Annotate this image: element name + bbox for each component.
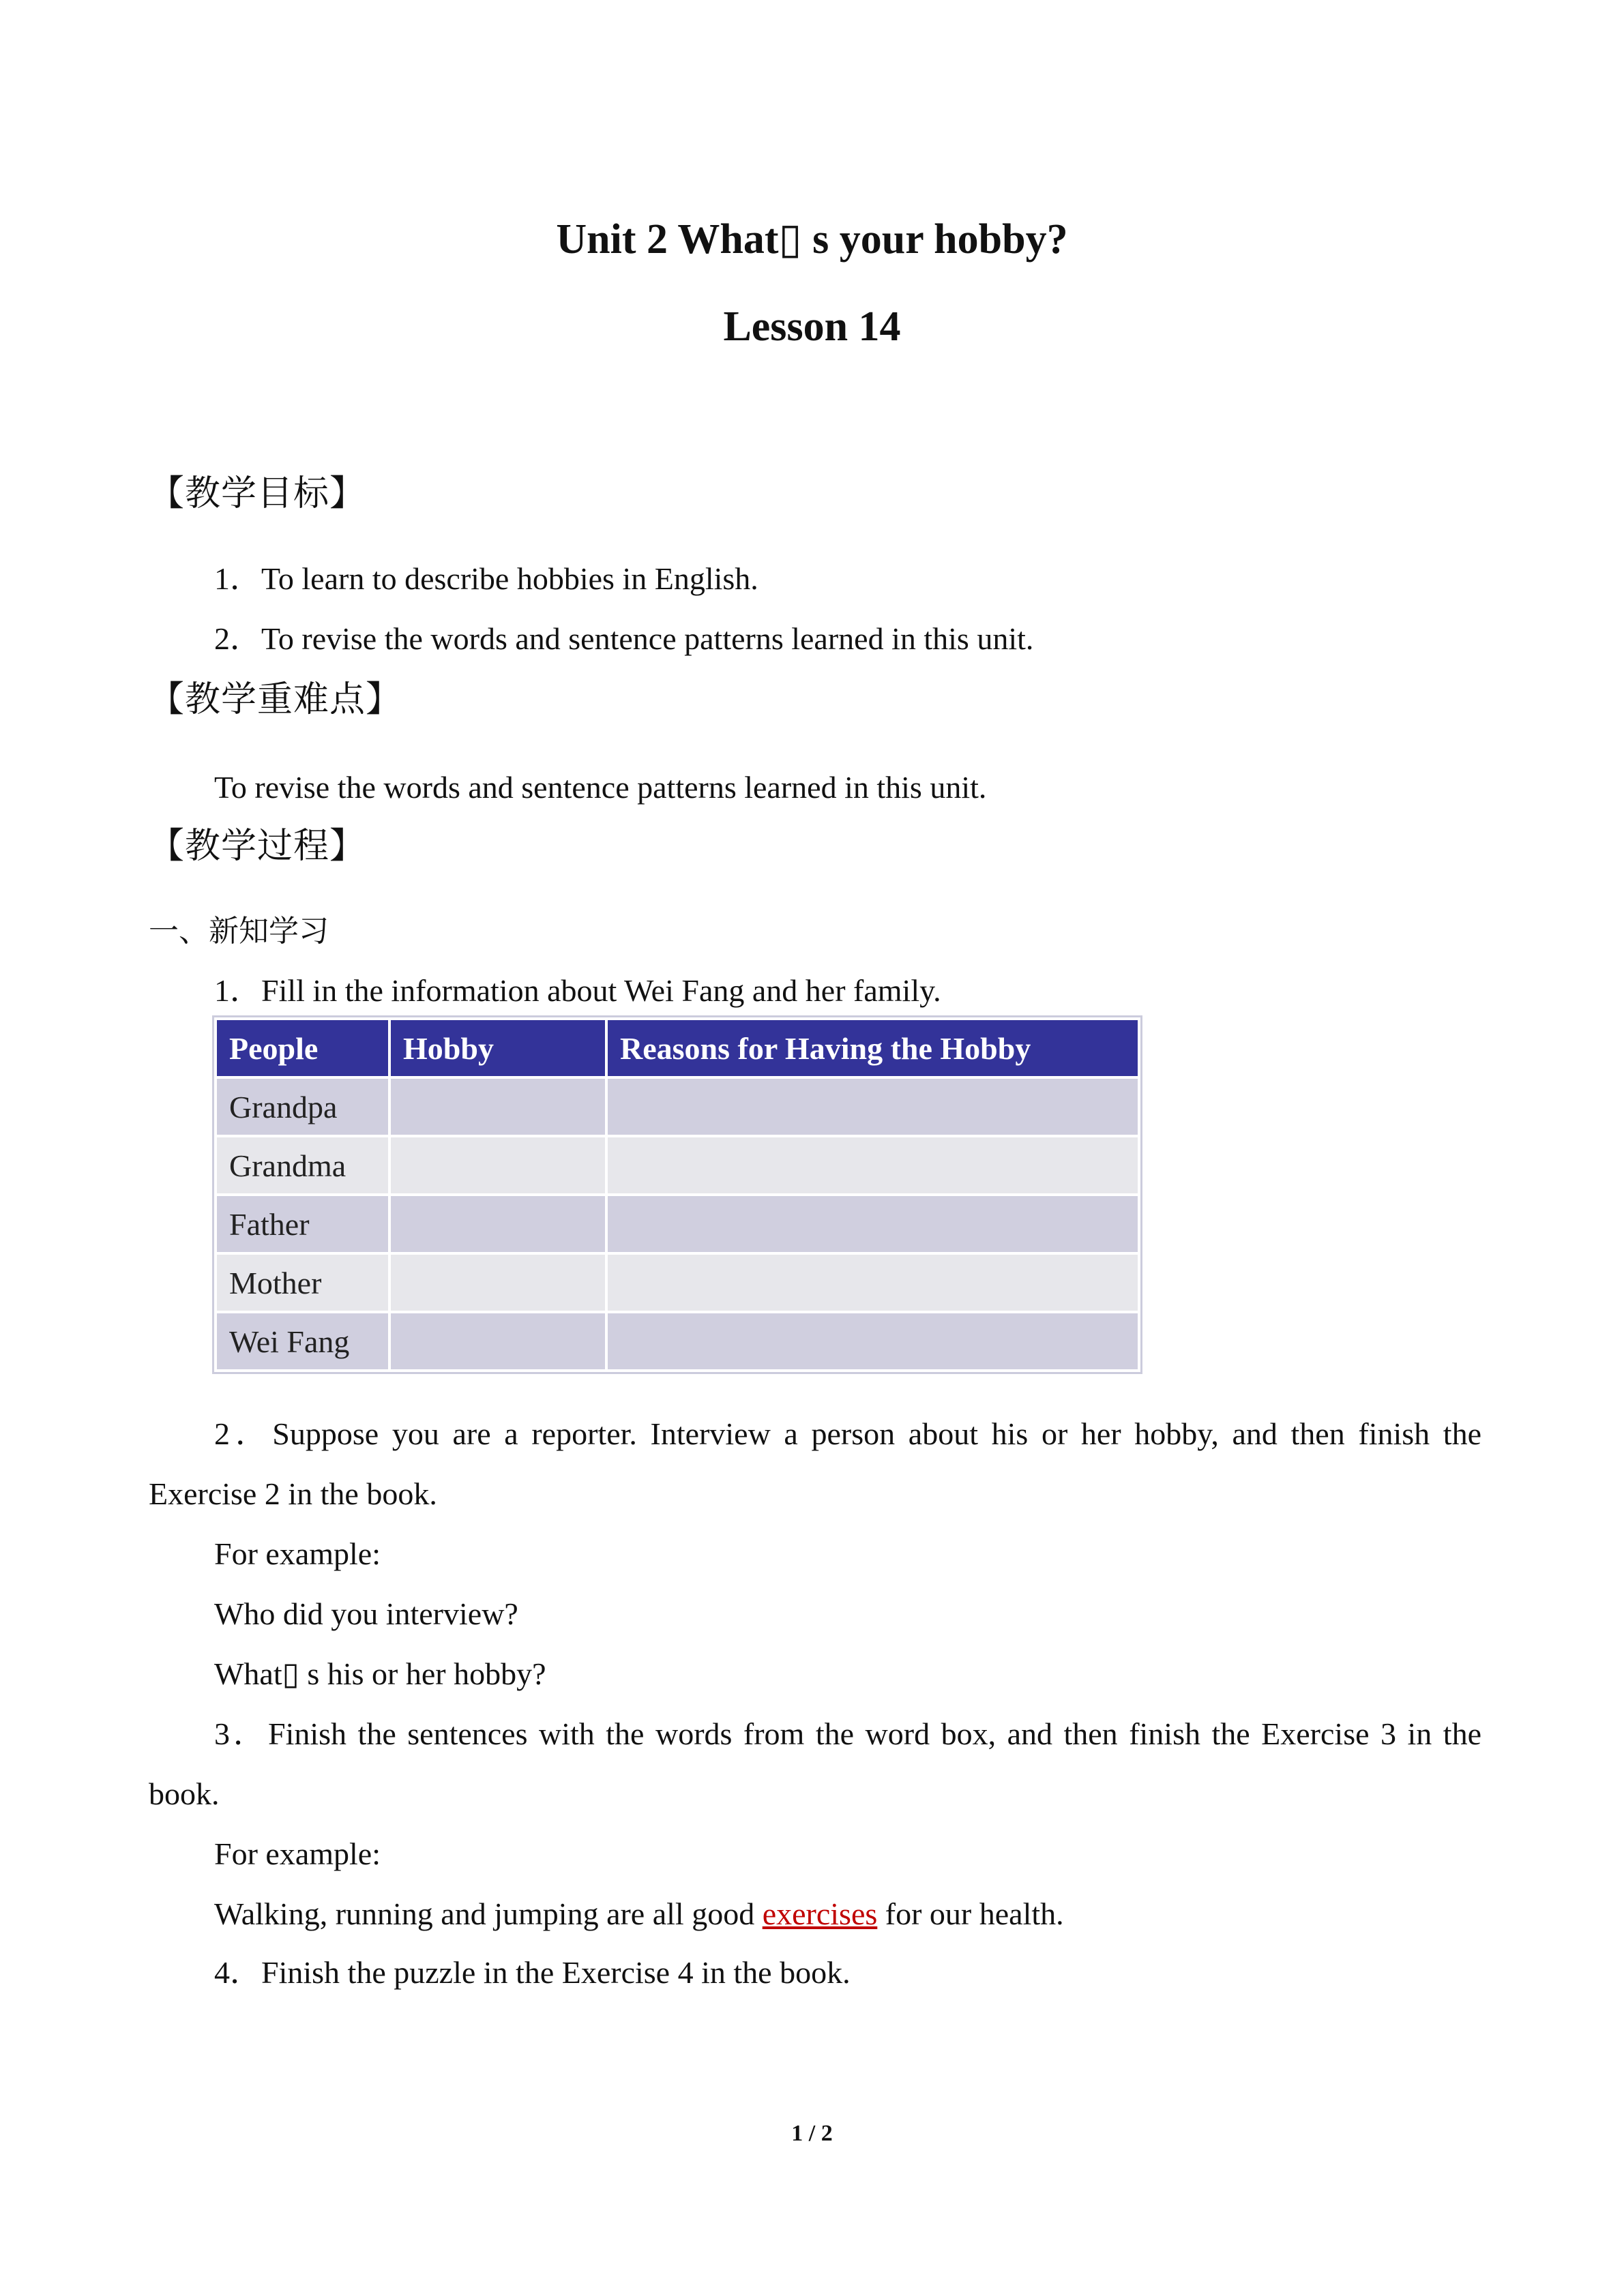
cell-reason-blank[interactable] bbox=[606, 1077, 1139, 1136]
cell-hobby-blank[interactable] bbox=[389, 1077, 606, 1136]
cell-hobby-blank[interactable] bbox=[389, 1253, 606, 1312]
cell-person: Wei Fang bbox=[216, 1312, 389, 1371]
header-reasons: Reasons for Having the Hobby bbox=[606, 1019, 1139, 1077]
cell-person: Father bbox=[216, 1195, 389, 1253]
document-title: Unit 2 What▯ s your hobby? bbox=[556, 216, 1068, 263]
objective-item-1: 1．To learn to describe hobbies in English. bbox=[214, 561, 758, 596]
item-2-example-question-2: What▯ s his or her hobby? bbox=[214, 1656, 546, 1691]
example-text-before: Walking, running and jumping are all good bbox=[214, 1896, 763, 1931]
item-3-example-label: For example: bbox=[214, 1836, 381, 1871]
table-row bbox=[216, 1077, 1139, 1136]
example-text-after: for our health. bbox=[877, 1896, 1064, 1931]
header-people: People bbox=[216, 1019, 389, 1077]
cell-reason-blank[interactable] bbox=[606, 1136, 1139, 1195]
table-row bbox=[216, 1253, 1139, 1312]
process-item-2-line-2: Exercise 2 in the book. bbox=[149, 1476, 437, 1511]
info-table bbox=[214, 1017, 1140, 1372]
item-3-example-sentence bbox=[214, 1898, 1064, 1930]
table-row bbox=[216, 1312, 1139, 1371]
cell-hobby-blank[interactable] bbox=[389, 1195, 606, 1253]
page-number: 1 / 2 bbox=[791, 2121, 833, 2146]
cell-person: Mother bbox=[216, 1253, 389, 1312]
cell-reason-blank[interactable] bbox=[606, 1195, 1139, 1253]
objective-item-2: 2．To revise the words and sentence patterns learned in this unit. bbox=[214, 621, 1034, 656]
process-item-4: 4．Finish the puzzle in the Exercise 4 in the book. bbox=[214, 1955, 851, 1990]
process-item-3-line-1: 3．Finish the sentences with the words from the word box, and then finish the Exercise 3 in the bbox=[214, 1716, 1481, 1751]
cell-reason-blank[interactable] bbox=[606, 1253, 1139, 1312]
key-points-text: To revise the words and sentence patterns learned in this unit. bbox=[214, 770, 987, 805]
cell-hobby-blank[interactable] bbox=[389, 1312, 606, 1371]
table-row bbox=[216, 1136, 1139, 1195]
objectives-heading: 【教学目标】 bbox=[149, 473, 366, 514]
process-subheading: 一、新知学习 bbox=[149, 914, 329, 949]
item-2-example-question-1: Who did you interview? bbox=[214, 1596, 518, 1631]
cell-reason-blank[interactable] bbox=[606, 1312, 1139, 1371]
process-item-2-line-1: 2．Suppose you are a reporter. Interview a person about his or her hobby, and then finish the bbox=[214, 1416, 1481, 1451]
process-item-1: 1．Fill in the information about Wei Fang and her family. bbox=[214, 973, 941, 1008]
cell-person: Grandma bbox=[216, 1136, 389, 1195]
table-header-row bbox=[216, 1019, 1139, 1077]
info-table-wrapper bbox=[214, 1017, 1138, 1391]
process-heading: 【教学过程】 bbox=[149, 826, 366, 867]
header-hobby: Hobby bbox=[389, 1019, 606, 1077]
key-points-heading: 【教学重难点】 bbox=[149, 679, 402, 720]
lesson-title: Lesson 14 bbox=[723, 303, 901, 350]
cell-hobby-blank[interactable] bbox=[389, 1136, 606, 1195]
cell-person: Grandpa bbox=[216, 1077, 389, 1136]
table-row bbox=[216, 1195, 1139, 1253]
item-2-example-label: For example: bbox=[214, 1536, 381, 1571]
example-highlighted-word: exercises bbox=[762, 1896, 878, 1931]
process-item-3-line-2: book. bbox=[149, 1776, 220, 1811]
